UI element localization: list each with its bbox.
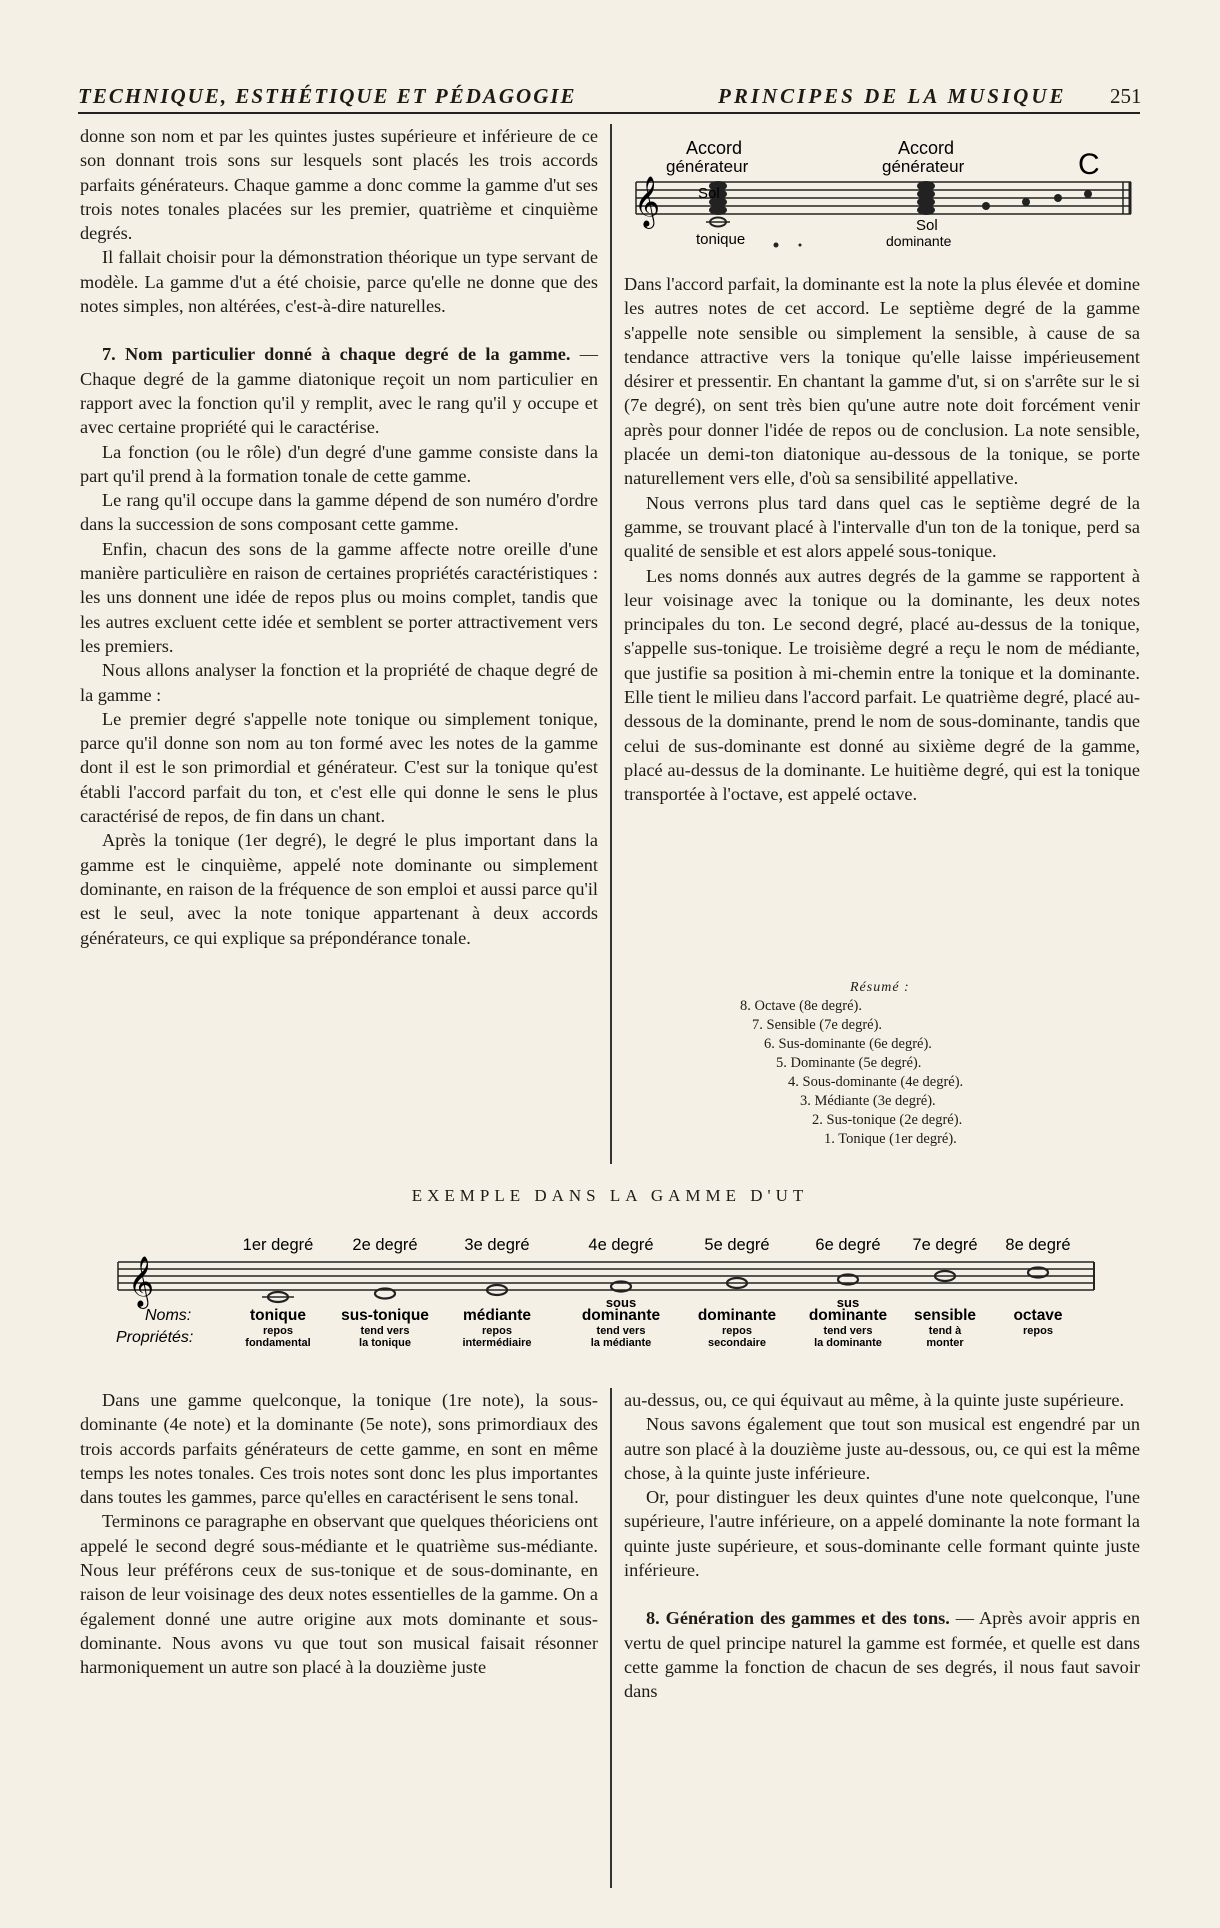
degree-label: 2e degré xyxy=(352,1236,418,1254)
header-rule xyxy=(78,112,1140,114)
property-line: secondaire xyxy=(707,1337,767,1349)
running-head-left: TECHNIQUE, ESTHÉTIQUE ET PÉDAGOGIE xyxy=(78,84,577,108)
property-line: la médiante xyxy=(590,1337,652,1349)
treble-clef-icon: 𝄞 xyxy=(634,177,661,226)
degree-label: 7e degré xyxy=(912,1236,978,1254)
resume-item: 1. Tonique (1er degré). xyxy=(824,1131,957,1147)
column-divider-lower xyxy=(610,1388,612,1888)
paragraph: au-dessus, ou, ce qui équivaut au même, à la quinte juste supérieure. xyxy=(624,1390,1125,1410)
paragraph: Nous allons analyser la fonction et la propriété de chaque degré de la gamme : xyxy=(80,660,598,705)
section-heading: 8. Génération des gammes et des tons. xyxy=(646,1608,950,1629)
property-line: monter xyxy=(926,1337,964,1349)
paragraph: Enfin, chacun des sons de la gamme affecte notre oreille d'une manière particulière en raison de certaines propriétés caractéristiques : les uns donnent une idée de repos plus ou moins complet, tandis que les autres excluent cette idée et semblent se porter attractivement vers les premiers. xyxy=(80,538,598,656)
running-head-right: PRINCIPES DE LA MUSIQUE xyxy=(718,84,1067,108)
right-column-upper xyxy=(624,272,1140,807)
section-heading: 7. Nom particulier donné à chaque degré de la gamme. xyxy=(102,344,571,365)
right-column-lower xyxy=(624,1388,1140,1704)
paragraph: Nous savons également que tout son musical est engendré par un autre son placé à la douzième juste au-dessous, ou, ce qui est la même chose, à la quinte juste inférieure. xyxy=(624,1414,1140,1483)
degree-name: dominante xyxy=(808,1307,888,1324)
paragraph: Après la tonique (1er degré), le degré le plus important dans la gamme est le cinquième, appelé note dominante ou simplement dominante, en raison de la fréquence de son emploi et aussi parce qu'il est le seul, avec la note tonique appartenant à deux accords générateurs, ce qui explique sa prépondérance tonale. xyxy=(80,830,598,948)
property-line: repos xyxy=(482,1325,512,1337)
scale-example xyxy=(0,1228,1220,1362)
property-line: intermédiaire xyxy=(462,1337,532,1349)
property-line: la tonique xyxy=(359,1337,411,1349)
property-line: tend vers xyxy=(823,1325,873,1337)
property-line: tend vers xyxy=(360,1325,410,1337)
exemple-title: EXEMPLE DANS LA GAMME D'UT xyxy=(411,1186,809,1205)
degree-label: 5e degré xyxy=(704,1236,770,1254)
page-number: 251 xyxy=(1110,84,1142,108)
degree-label: 4e degré xyxy=(588,1236,654,1254)
property-line: repos xyxy=(1023,1325,1053,1337)
paragraph: Le premier degré s'appelle note tonique ou simplement tonique, parce qu'il donne son nom au ton formé avec les notes de la gamme dont il est le son primordial et générateur. C'est sur la tonique qu'est établi l'accord parfait du ton, et c'est elle qui donne le sens le plus caractérisé de repos, de fin dans un chant. xyxy=(80,708,598,827)
left-column-lower xyxy=(80,1388,598,1680)
tonique-label: tonique xyxy=(696,231,746,248)
degree-name: dominante xyxy=(697,1307,777,1324)
degree-label: 1er degré xyxy=(242,1236,314,1254)
degree-label: 3e degré xyxy=(464,1236,530,1254)
column-divider-upper xyxy=(610,124,612,1164)
noms-label: Noms: xyxy=(145,1307,192,1324)
paragraph: La fonction (ou le rôle) d'un degré d'une gamme consiste dans la part qu'il prend à la formation tonale de cette gamme. xyxy=(80,441,598,486)
paragraph: Il fallait choisir pour la démonstration théorique un type servant de modèle. La gamme d'ut a été choisie, parce qu'elle ne donne que des notes simples, non altérées, c'est-à-dire naturelles. xyxy=(80,247,598,317)
paragraph: 7. Nom particulier donné à chaque degré de la gamme. — Chaque degré de la gamme diatonique reçoit un nom particulier en rapport avec la fonction qu'il y remplit, avec le rang qu'il y occupe et avec certaine propriété qui le caractérise. xyxy=(80,344,598,438)
resume-block xyxy=(740,978,963,1149)
property-line: fondamental xyxy=(245,1337,311,1349)
degree-label: 6e degré xyxy=(815,1236,881,1254)
degree-name: médiante xyxy=(462,1307,532,1324)
resume-item: 4. Sous-dominante (4e degré). xyxy=(788,1074,964,1090)
paragraph: Le rang qu'il occupe dans la gamme dépend de son numéro d'ordre dans la succession de sons composant cette gamme. xyxy=(80,490,598,535)
property-line: tend vers xyxy=(596,1325,646,1337)
degree-name: dominante xyxy=(581,1307,661,1324)
accord-label-1: Accord xyxy=(686,138,743,158)
left-column-upper xyxy=(80,124,598,950)
dominante-label: dominante xyxy=(886,233,952,249)
paragraph: 8. Génération des gammes et des tons. — Après avoir appris en vertu de quel principe naturel la gamme est formée, et quelle est dans cette gamme la fonction de chacun de ses degrés, il nous faut savoir dans xyxy=(624,1608,1140,1702)
accord-figure xyxy=(626,134,1136,254)
accord-label-2: Accord xyxy=(898,138,955,158)
resume-item: 7. Sensible (7e degré). xyxy=(752,1017,883,1033)
property-line: repos xyxy=(722,1325,752,1337)
degree-name-prefix: sus xyxy=(836,1295,860,1310)
resume-item: 2. Sus-tonique (2e degré). xyxy=(812,1112,963,1128)
sol-label-1: Sol xyxy=(698,185,720,202)
property-line: tend à xyxy=(928,1325,962,1337)
paragraph: donne son nom et par les quintes justes supérieure et inférieure de ce son donnant trois sons sur lesquels sont placés les trois accords parfaits générateurs. Chaque gamme a donc comme la gamme d'ut ses trois notes tonales placées sur les premier, quatrième et cinquième degrés. xyxy=(80,126,598,244)
paragraph: Nous verrons plus tard dans quel cas le septième degré de la gamme, se trouvant placé à l'intervalle d'un ton de la tonique, perd sa qualité de sensible et est alors appelé sous-tonique. xyxy=(624,492,1140,562)
common-time-icon: C xyxy=(1078,148,1100,181)
paragraph: Terminons ce paragraphe en observant que quelques théoriciens ont appelé le second degré sous-médiante et le quatrième sus-médiante. Nous leur préférons ceux de sus-tonique et de sous-dominante, en raison de leur voisinage des deux notes essentielles de la gamme. On a également donné une autre origine aux mots dominante et sous-dominante. Nous avons vu que tout son musical faisait résonner harmoniquement un autre son placé à la douzième juste xyxy=(80,1511,598,1678)
resume-title: Résumé : xyxy=(850,980,910,995)
accord-label-1b: générateur xyxy=(666,157,749,176)
degree-name: octave xyxy=(1013,1307,1063,1324)
degree-name: tonique xyxy=(250,1307,306,1324)
degree-name-prefix: sous xyxy=(605,1295,637,1310)
property-line: repos xyxy=(263,1325,293,1337)
treble-clef-icon: 𝄞 xyxy=(128,1257,155,1306)
degree-name: sensible xyxy=(913,1307,977,1324)
resume-item: 6. Sus-dominante (6e degré). xyxy=(764,1036,932,1052)
sol-label-2: Sol xyxy=(916,217,938,234)
paragraph: Or, pour distinguer les deux quintes d'une note quelconque, l'une supérieure, l'autre inférieure, on a appelé dominante la note formant la quinte juste supérieure, et sous-dominante celle formant quinte juste inférieure. xyxy=(624,1487,1140,1581)
proprietes-label: Propriétés: xyxy=(116,1329,194,1346)
resume-item: 8. Octave (8e degré). xyxy=(740,998,862,1014)
degree-name: sus-tonique xyxy=(341,1307,429,1324)
paragraph: Dans l'accord parfait, la dominante est la note la plus élevée et domine les autres notes de cet accord. Le septième degré de la gamme s'appelle note sensible ou simplement la sensible, à cause de sa tendance attractive vers la tonique qu'elle laisse impérieusement désirer et pressentir. En chantant la gamme d'ut, si on s'arrête sur le si (7e degré), on sent très bien qu'une autre note doit forcément venir après pour donner l'idée de repos ou de conclusion. La note sensible, placée un demi-ton diatonique au-dessous de la tonique, se porte naturellement vers elle, d'où sa sensibilité appellative. xyxy=(624,274,1140,489)
property-line: la dominante xyxy=(814,1337,882,1349)
accord-label-2b: générateur xyxy=(882,157,965,176)
resume-item: 3. Médiante (3e degré). xyxy=(800,1093,936,1109)
paragraph: Les noms donnés aux autres degrés de la gamme se rapportent à leur voisinage avec la tonique ou la dominante, les deux notes principales du ton. Le second degré, placé au-dessus de la tonique, s'appelle sus-tonique. Le troisième degré a reçu le nom de médiante, que justifie sa position à mi-chemin entre la tonique et la dominante. Elle tient le milieu dans l'accord parfait. Le quatrième degré, placé au-dessous de la dominante, prend le nom de sous-dominante, tandis que celui de sus-dominante est donné au sixième degré de la gamme, placé au-dessus de la dominante. Le huitième degré, qui est la tonique transportée à l'octave, est appelé octave. xyxy=(624,565,1140,805)
paragraph: Dans une gamme quelconque, la tonique (1re note), la sous-dominante (4e note) et la dominante (5e note), sons primordiaux des trois accords parfaits générateurs de cette gamme, en sont en même temps les notes tonales. Ces trois notes sont donc les plus importantes dans toutes les gammes, parce qu'elles en caractérisent le sens tonal. xyxy=(80,1390,598,1508)
resume-item: 5. Dominante (5e degré). xyxy=(776,1055,922,1071)
degree-label: 8e degré xyxy=(1005,1236,1071,1254)
